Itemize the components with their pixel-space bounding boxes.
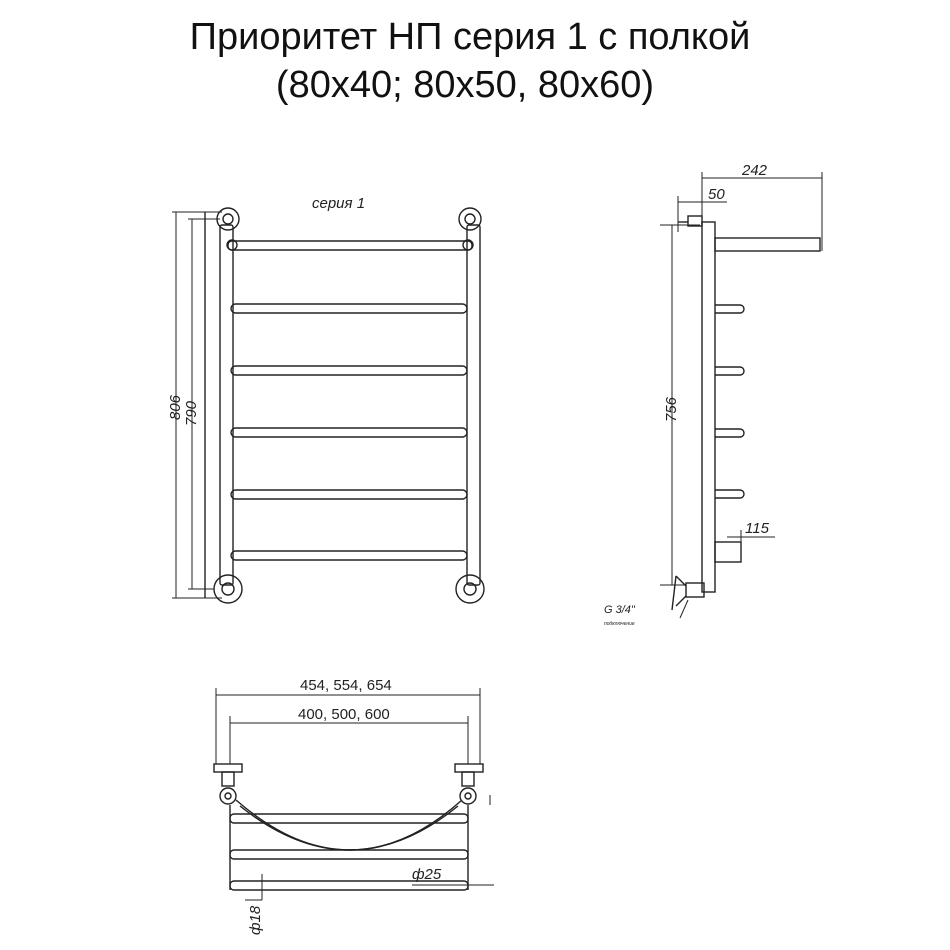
connection-label: G 3/4" xyxy=(604,604,635,616)
rung-3 xyxy=(231,428,467,437)
rung-5 xyxy=(231,551,467,560)
dim-pipe-diameter: ф25 xyxy=(412,866,442,883)
front-view xyxy=(172,208,484,603)
side-dimension-lines xyxy=(660,172,822,618)
side-rung-3 xyxy=(715,429,744,437)
top-shelf-curve xyxy=(236,800,462,850)
dim-rung-diameter: ф18 xyxy=(247,905,264,935)
drawing-subtitle: (80x40; 80x50, 80x60) xyxy=(275,64,655,106)
side-shelf xyxy=(715,238,820,251)
left-post xyxy=(220,225,233,585)
right-post xyxy=(467,225,480,585)
rung-4 xyxy=(231,490,467,499)
dim-242: 242 xyxy=(742,162,768,179)
dim-790: 790 xyxy=(183,400,200,426)
side-rung-2 xyxy=(715,367,744,375)
shelf-bar xyxy=(228,241,472,250)
bottom-left-fitting xyxy=(214,575,242,603)
side-view xyxy=(660,172,822,618)
side-valve xyxy=(672,576,704,610)
top-rail-2 xyxy=(230,850,468,859)
side-bottom-connector xyxy=(715,542,741,562)
top-left-fitting xyxy=(217,208,239,230)
bottom-right-fitting xyxy=(456,575,484,603)
top-shelf-curve-inner xyxy=(240,806,458,850)
side-rung-1 xyxy=(715,305,744,313)
rung-1 xyxy=(231,304,467,313)
top-rail-1 xyxy=(230,814,468,823)
top-right-mount xyxy=(455,764,483,804)
dim-115: 115 xyxy=(745,520,769,537)
connection-note: подключение xyxy=(604,621,635,627)
drawing-title: Приоритет НП серия 1 с полкой xyxy=(189,16,751,58)
top-right-fitting xyxy=(459,208,481,230)
dim-overall-width: 454, 554, 654 xyxy=(300,677,392,694)
side-rung-4 xyxy=(715,490,744,498)
side-pipe xyxy=(702,222,715,592)
dim-806: 806 xyxy=(167,394,184,420)
rung-2 xyxy=(231,366,467,375)
top-left-mount xyxy=(214,764,242,804)
dim-50: 50 xyxy=(708,186,725,203)
dim-756: 756 xyxy=(663,396,680,422)
series-label: серия 1 xyxy=(312,195,366,212)
dim-centers: 400, 500, 600 xyxy=(298,706,390,723)
